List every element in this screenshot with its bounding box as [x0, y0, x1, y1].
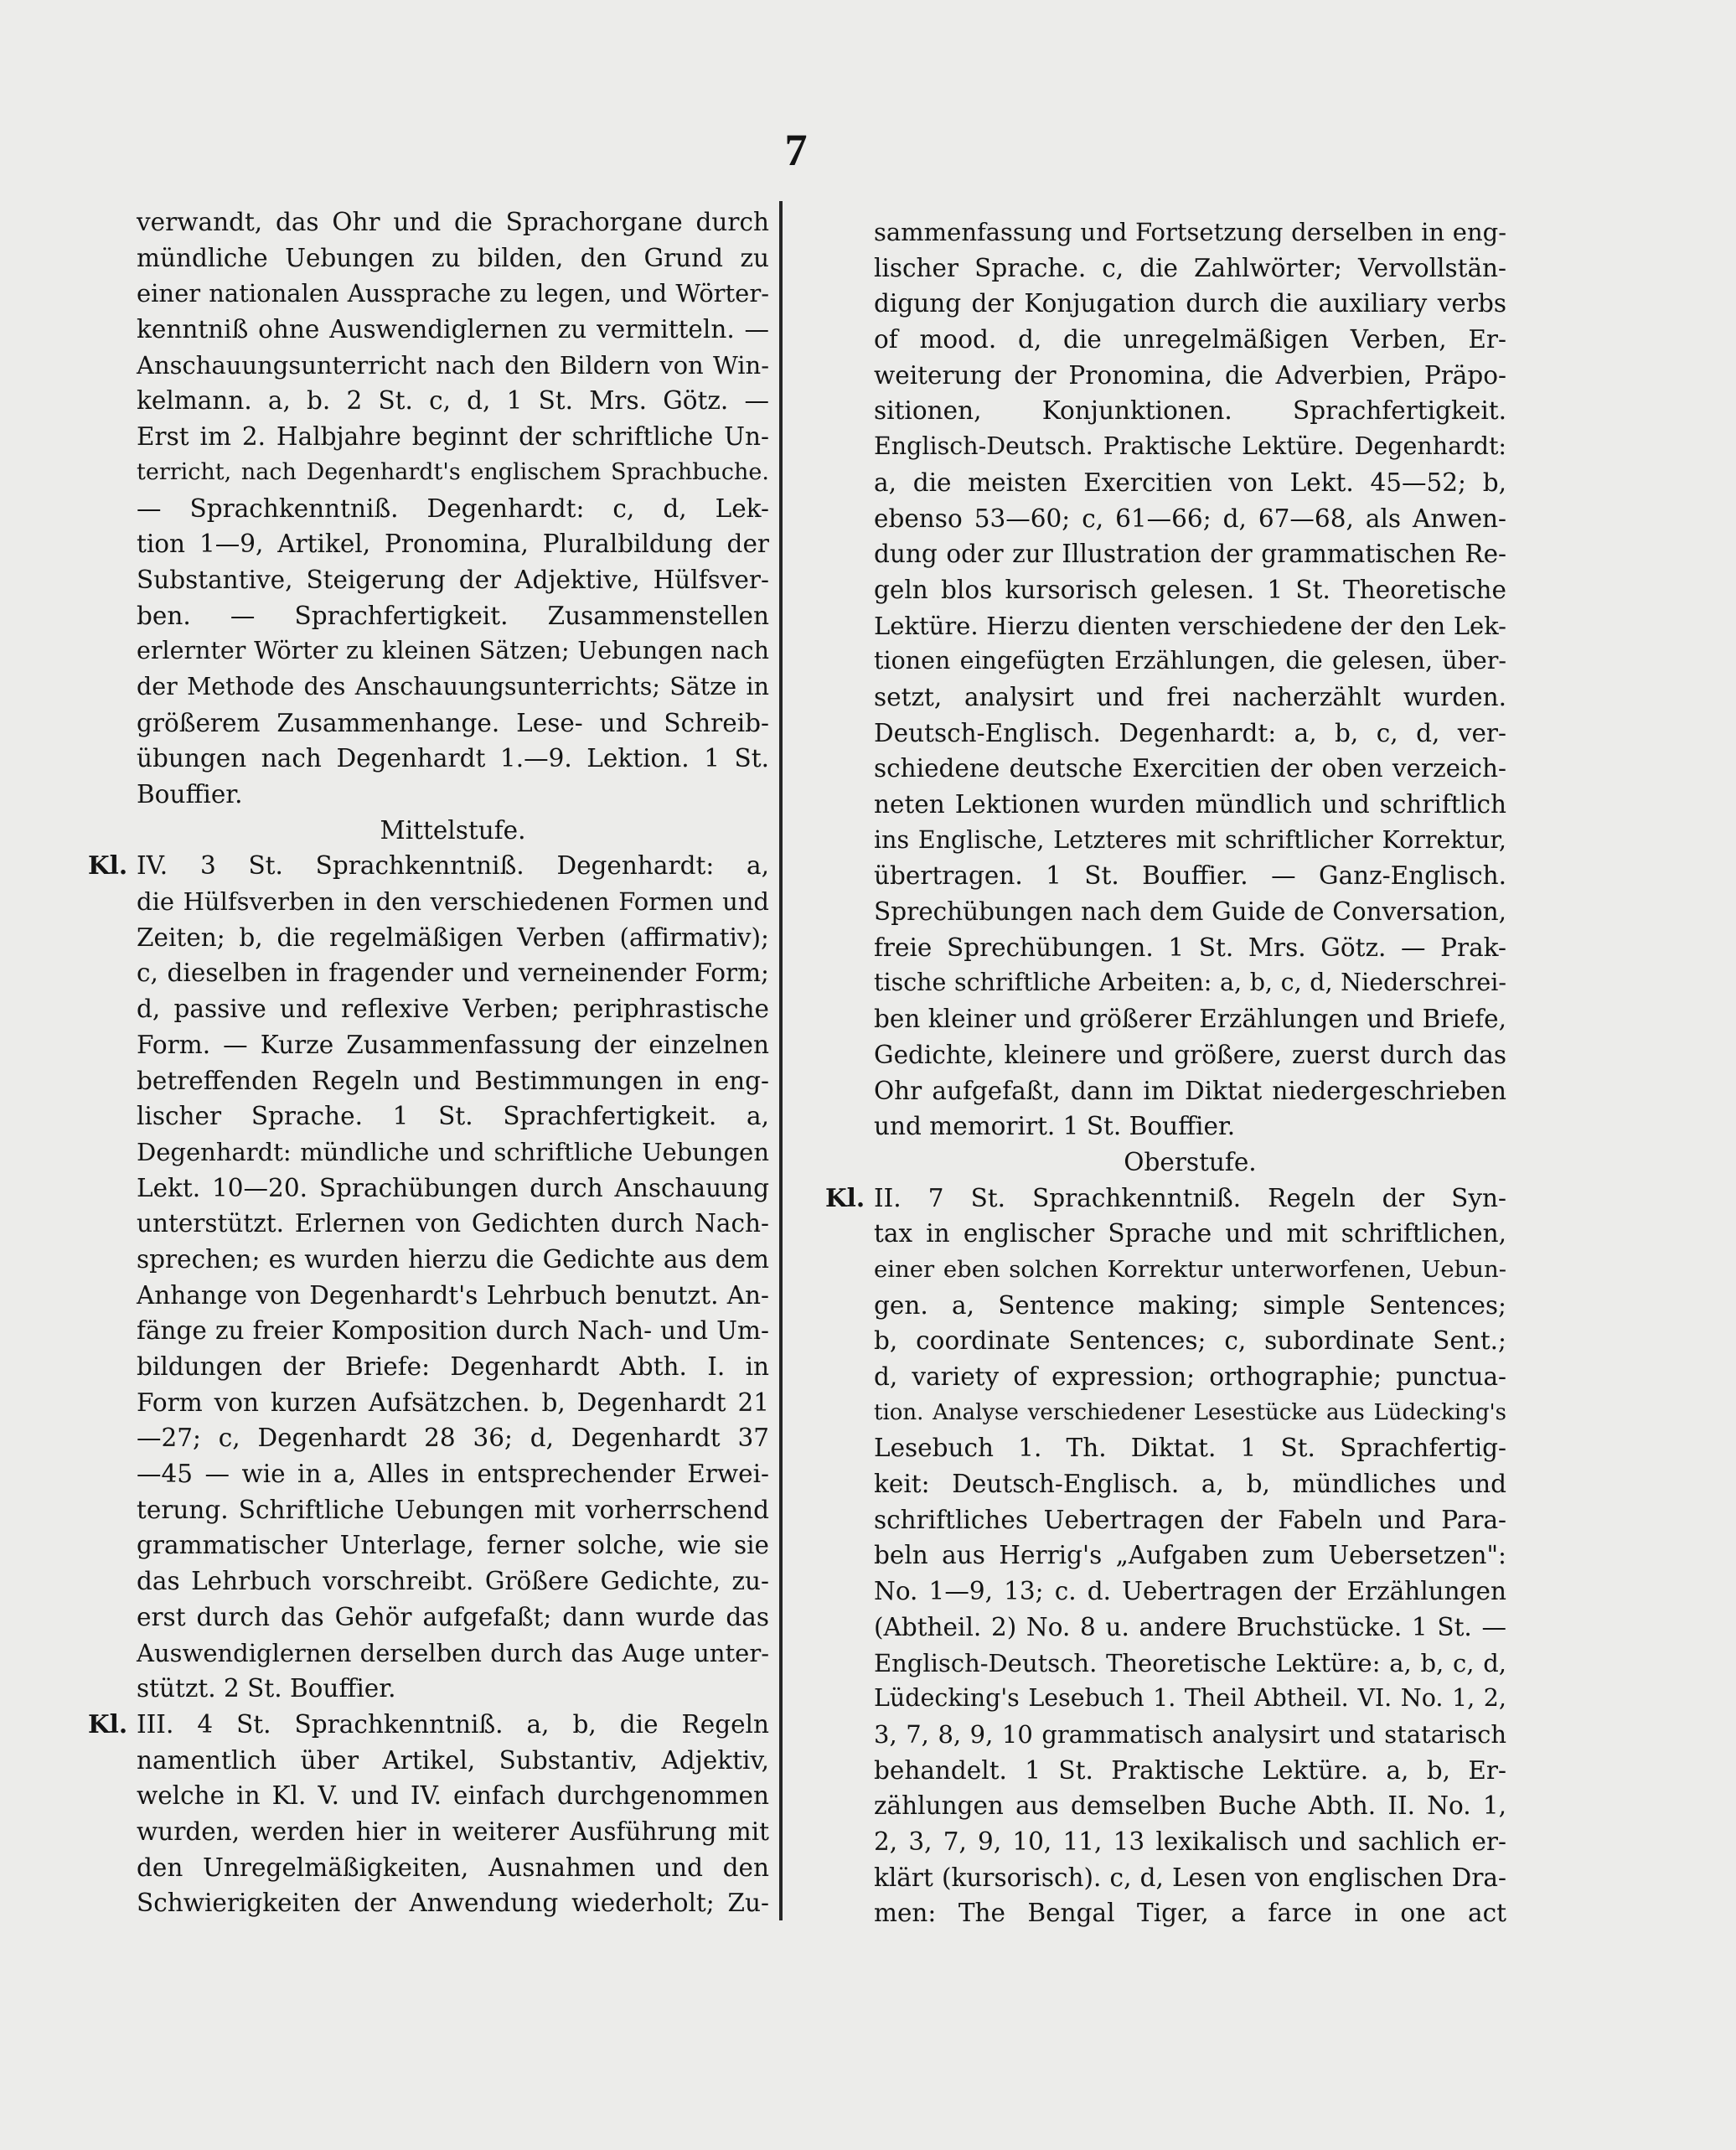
text-line [874, 214, 1506, 251]
text-line [137, 383, 769, 419]
line-text: ins Englische, Letzteres mit schriftlicher Korrektur, [874, 825, 1506, 854]
line-text: Gedichte, kleinere und größere, zuerst durch das [874, 1040, 1506, 1069]
line-text: Form von kurzen Aufsätzchen. b, Degenhardt 21 [137, 1388, 769, 1417]
text-line [874, 1073, 1506, 1109]
line-text: Lesebuch 1. Th. Diktat. 1 St. Sprachfertig- [874, 1434, 1506, 1463]
text-line [137, 598, 769, 634]
line-text: Ohr aufgefaßt, dann im Diktat niedergeschrieben [874, 1076, 1506, 1105]
line-text: und memorirt. 1 St. Bouffier. [874, 1112, 1236, 1141]
text-line [874, 1359, 1506, 1395]
line-text: Oberstufe. [1124, 1147, 1257, 1176]
line-text: 2, 3, 7, 9, 10, 11, 13 lexikalisch und sachlich er- [874, 1827, 1506, 1856]
line-text: sitionen, Konjunktionen. Sprachfertigkeit. [874, 396, 1506, 426]
line-text: gen. a, Sentence making; simple Sentences; [874, 1290, 1506, 1320]
text-line [874, 1109, 1506, 1145]
line-text: keit: Deutsch-Englisch. a, b, mündliches und [874, 1470, 1506, 1499]
text-line [137, 348, 769, 384]
column-divider [779, 201, 783, 1920]
text-line [137, 1636, 769, 1672]
line-text: welche in Kl. V. und IV. einfach durchgenommen [137, 1781, 769, 1811]
line-text: sprechen; es wurden hierzu die Gedichte aus dem [137, 1244, 769, 1274]
text-line [874, 1252, 1506, 1288]
line-text: Anschauungsunterricht nach den Bildern von Win- [137, 350, 769, 380]
text-line [874, 1001, 1506, 1037]
text-line [137, 741, 769, 777]
text-line [874, 501, 1506, 537]
line-text: b, coordinate Sentences; c, subordinate Sent.; [874, 1326, 1506, 1356]
text-line [874, 465, 1506, 501]
line-text: übungen nach Degenhardt 1.—9. Lektion. 1 St. [137, 744, 769, 773]
line-text: Auswendiglernen derselben durch das Auge unter- [137, 1638, 769, 1667]
line-text: 3, 7, 8, 9, 10 grammatisch analysirt und statarisch [874, 1719, 1506, 1749]
line-text: Lekt. 10—20. Sprachübungen durch Anschauung [137, 1173, 769, 1202]
text-line [874, 322, 1506, 358]
line-text: c, dieselben in fragender und verneinender Form; [137, 959, 769, 988]
line-text: a, die meisten Exercitien von Lekt. 45—52; b, [874, 468, 1506, 497]
text-line [137, 1206, 769, 1242]
text-line [874, 1895, 1506, 1931]
text-line [137, 1492, 769, 1528]
line-text: bildungen der Briefe: Degenhardt Abth. I. in [137, 1352, 769, 1381]
line-text: II. 7 St. Sprachkenntniß. Regeln der Syn- [874, 1183, 1506, 1212]
line-text: klärt (kursorisch). c, d, Lesen von englischen Dra- [874, 1863, 1506, 1892]
line-text: tion. Analyse verschiedener Lesestücke aus Lüdecking's [874, 1399, 1506, 1425]
text-line [874, 1288, 1506, 1324]
section-heading [874, 1145, 1506, 1181]
line-text: Anhange von Degenhardt's Lehrbuch benutzt. An- [137, 1280, 769, 1310]
line-text: erlernter Wörter zu kleinen Sätzen; Uebungen nach [137, 637, 769, 665]
text-line [137, 1242, 769, 1278]
text-line [874, 930, 1506, 966]
line-text: ben. — Sprachfertigkeit. Zusammenstellen [137, 601, 769, 630]
line-text: kenntniß ohne Auswendiglernen zu vermitteln. — [137, 315, 769, 344]
line-text: d, passive und reflexive Verben; periphrastische [137, 995, 769, 1024]
line-text: Mittelstufe. [380, 815, 526, 845]
line-text: zählungen aus demselben Buche Abth. II. No. 1, [874, 1791, 1506, 1821]
text-line [874, 536, 1506, 572]
line-text: verwandt, das Ohr und die Sprachorgane durch [137, 208, 769, 236]
text-line [137, 491, 769, 527]
text-line [874, 965, 1506, 1001]
line-text: Englisch-Deutsch. Theoretische Lektüre: a, b, c, d, [874, 1648, 1506, 1677]
text-line [874, 1681, 1506, 1717]
class-label: Kl. [88, 850, 128, 881]
text-line [137, 1349, 769, 1385]
line-text: Sprechübungen nach dem Guide de Conversation, [874, 897, 1506, 927]
text-line [88, 848, 769, 884]
text-line [874, 572, 1506, 608]
text-line [88, 1707, 769, 1743]
line-text: kelmann. a, b. 2 St. c, d, 1 St. Mrs. Götz. — [137, 386, 769, 416]
line-text: (Abtheil. 2) No. 8 u. andere Bruchstücke. 1 St. — [874, 1612, 1506, 1641]
line-text: digung der Konjugation durch die auxiliary verbs [874, 289, 1506, 318]
line-text: beln aus Herrig's „Aufgaben zum Uebersetzen": [874, 1541, 1506, 1570]
text-line [137, 1313, 769, 1349]
line-text: d, variety of expression; orthographie; punctua- [874, 1362, 1506, 1391]
text-line [137, 1527, 769, 1563]
text-line [137, 633, 769, 669]
line-text: Deutsch-Englisch. Degenhardt: a, b, c, d, ver- [874, 718, 1506, 747]
line-text: Degenhardt: mündliche und schriftliche Uebungen [137, 1137, 769, 1166]
line-text: terung. Schriftliche Uebungen mit vorherrschend [137, 1495, 769, 1524]
line-text: wurden, werden hier in weiterer Ausführung mit [137, 1817, 769, 1846]
line-text: terricht, nach Degenhardt's englischem Sprachbuche. [137, 458, 769, 485]
text-line [137, 991, 769, 1027]
line-text: men: The Bengal Tiger, a farce in one act [874, 1899, 1506, 1928]
text-line [874, 858, 1506, 894]
text-line [137, 884, 769, 920]
line-text: Lüdecking's Lesebuch 1. Theil Abtheil. VI. No. 1, 2, [874, 1684, 1506, 1713]
text-line [137, 1456, 769, 1492]
line-text: erst durch das Gehör aufgefaßt; dann wurde das [137, 1602, 769, 1631]
text-line [137, 1098, 769, 1134]
text-line [137, 920, 769, 956]
text-line [874, 1430, 1506, 1466]
line-text: tion 1—9, Artikel, Pronomina, Pluralbildung der [137, 530, 769, 559]
line-text: mündliche Uebungen zu bilden, den Grund zu [137, 243, 769, 272]
right-text-column [825, 214, 1506, 1931]
line-text: die Hülfsverben in den verschiedenen Formen und [137, 887, 769, 917]
line-text: grammatischer Unterlage, ferner solche, wie sie [137, 1531, 769, 1560]
line-text: betreffenden Regeln und Bestimmungen in eng- [137, 1066, 769, 1095]
text-line [137, 1134, 769, 1171]
text-line [137, 1385, 769, 1421]
text-line [874, 1502, 1506, 1538]
text-line [137, 955, 769, 991]
text-line [874, 1788, 1506, 1824]
line-text: den Unregelmäßigkeiten, Ausnahmen und den [137, 1853, 769, 1882]
text-line [874, 251, 1506, 287]
text-line [137, 1600, 769, 1636]
text-line [874, 1860, 1506, 1896]
line-text: unterstützt. Erlernen von Gedichten durch Nach- [137, 1209, 769, 1238]
text-line [874, 429, 1506, 465]
line-text: —45 — wie in a, Alles in entsprechender Erwei- [137, 1460, 769, 1489]
class-label: Kl. [825, 1182, 865, 1212]
text-line [137, 562, 769, 598]
text-line [874, 1323, 1506, 1359]
line-text: übertragen. 1 St. Bouffier. — Ganz-Englisch. [874, 861, 1506, 891]
text-line [874, 1610, 1506, 1646]
line-text: geln blos kursorisch gelesen. 1 St. Theoretische [874, 575, 1506, 604]
text-line [137, 312, 769, 348]
text-line [874, 1717, 1506, 1753]
line-text: stützt. 2 St. Bouffier. [137, 1674, 396, 1703]
line-text: weiterung der Pronomina, die Adverbien, Präpo- [874, 360, 1506, 390]
line-text: das Lehrbuch vorschreibt. Größere Gedichte, zu- [137, 1567, 769, 1596]
line-text: freie Sprechübungen. 1 St. Mrs. Götz. — Prak- [874, 933, 1506, 962]
text-line [874, 608, 1506, 644]
line-text: setzt, analysirt und frei nacherzählt wurden. [874, 682, 1506, 711]
text-line [137, 669, 769, 705]
text-line [137, 1814, 769, 1850]
line-text: Substantive, Steigerung der Adjektive, Hülfsver- [137, 565, 769, 594]
text-line [874, 1538, 1506, 1574]
text-line [874, 393, 1506, 429]
line-text: IV. 3 St. Sprachkenntniß. Degenhardt: a, [137, 851, 769, 881]
text-line [874, 894, 1506, 930]
line-text: III. 4 St. Sprachkenntniß. a, b, die Regeln [137, 1709, 769, 1739]
text-line [874, 751, 1506, 787]
line-text: of mood. d, die unregelmäßigen Verben, Er- [874, 325, 1506, 354]
text-line [825, 1181, 1506, 1217]
line-text: größerem Zusammenhange. Lese- und Schreib- [137, 708, 769, 737]
text-line [874, 1753, 1506, 1789]
page-number: 7 [784, 125, 808, 175]
text-line [874, 1395, 1506, 1431]
text-line [137, 1885, 769, 1921]
text-line [137, 1420, 769, 1456]
line-text: schiedene deutsche Exercitien der oben verzeich- [874, 754, 1506, 783]
line-text: tax in englischer Sprache und mit schriftlichen, [874, 1219, 1506, 1248]
text-line [874, 1037, 1506, 1073]
line-text: ebenso 53—60; c, 61—66; d, 67—68, als Anwen- [874, 504, 1506, 533]
line-text: fänge zu freier Komposition durch Nach- und Um- [137, 1316, 769, 1346]
line-text: Englisch-Deutsch. Praktische Lektüre. Degenhardt: [874, 432, 1506, 461]
text-line [137, 1850, 769, 1886]
text-line [137, 1171, 769, 1207]
text-line [137, 1743, 769, 1779]
text-line [137, 777, 769, 813]
text-line [137, 1027, 769, 1063]
text-line [137, 705, 769, 742]
line-text: behandelt. 1 St. Praktische Lektüre. a, b, Er- [874, 1755, 1506, 1785]
line-text: Bouffier. [137, 780, 243, 809]
line-text: namentlich über Artikel, Substantiv, Adjektiv, [137, 1745, 769, 1775]
text-line [874, 358, 1506, 394]
text-line [137, 1778, 769, 1814]
line-text: Form. — Kurze Zusammenfassung der einzelnen [137, 1030, 769, 1059]
line-text: —27; c, Degenhardt 28 36; d, Degenhardt 37 [137, 1424, 769, 1453]
text-line [137, 1563, 769, 1600]
line-text: Schwierigkeiten der Anwendung wiederholt; Zu- [137, 1889, 769, 1918]
line-text: der Methode des Anschauungsunterrichts; Sätze in [137, 672, 769, 700]
line-text: einer nationalen Aussprache zu legen, und Wörter- [137, 279, 769, 308]
line-text: neten Lektionen wurden mündlich und schriftlich [874, 790, 1506, 819]
text-line [137, 526, 769, 562]
line-text: tische schriftliche Arbeiten: a, b, c, d, Niederschrei- [874, 969, 1506, 997]
line-text: Zeiten; b, die regelmäßigen Verben (affirmativ); [137, 923, 769, 952]
line-text: Erst im 2. Halbjahre beginnt der schriftliche Un- [137, 422, 769, 452]
line-text: lischer Sprache. 1 St. Sprachfertigkeit. a, [137, 1102, 769, 1131]
line-text: Lektüre. Hierzu dienten verschiedene der den Lek- [874, 611, 1506, 640]
text-line [874, 1216, 1506, 1252]
text-line [874, 1466, 1506, 1502]
class-label: Kl. [88, 1708, 128, 1739]
line-text: schriftliches Uebertragen der Fabeln und Para- [874, 1505, 1506, 1534]
text-line [874, 823, 1506, 859]
text-line [137, 419, 769, 455]
section-heading [137, 813, 769, 849]
text-line [137, 455, 769, 491]
line-text: lischer Sprache. c, die Zahlwörter; Vervollstän- [874, 253, 1506, 282]
text-line [874, 1574, 1506, 1610]
line-text: sammenfassung und Fortsetzung derselben in eng- [874, 218, 1506, 246]
text-line [137, 1671, 769, 1707]
text-line [137, 276, 769, 312]
text-line [137, 1063, 769, 1099]
line-text: einer eben solchen Korrektur unterworfenen, Uebun- [874, 1255, 1506, 1283]
text-line [137, 204, 769, 240]
line-text: ben kleiner und größerer Erzählungen und Briefe, [874, 1005, 1506, 1034]
text-line [137, 1278, 769, 1314]
line-text: dung oder zur Illustration der grammatischen Re- [874, 540, 1506, 569]
text-line [874, 1646, 1506, 1682]
text-line [874, 286, 1506, 322]
text-line [137, 240, 769, 277]
text-line [874, 716, 1506, 752]
line-text: tionen eingefügten Erzählungen, die gelesen, über- [874, 647, 1506, 675]
text-line [874, 787, 1506, 823]
text-line [874, 1824, 1506, 1860]
line-text: No. 1—9, 13; c. d. Uebertragen der Erzählungen [874, 1577, 1506, 1606]
text-line [874, 680, 1506, 716]
left-text-column [88, 204, 769, 1921]
line-text: — Sprachkenntniß. Degenhardt: c, d, Lek- [137, 494, 769, 523]
text-line [874, 643, 1506, 680]
